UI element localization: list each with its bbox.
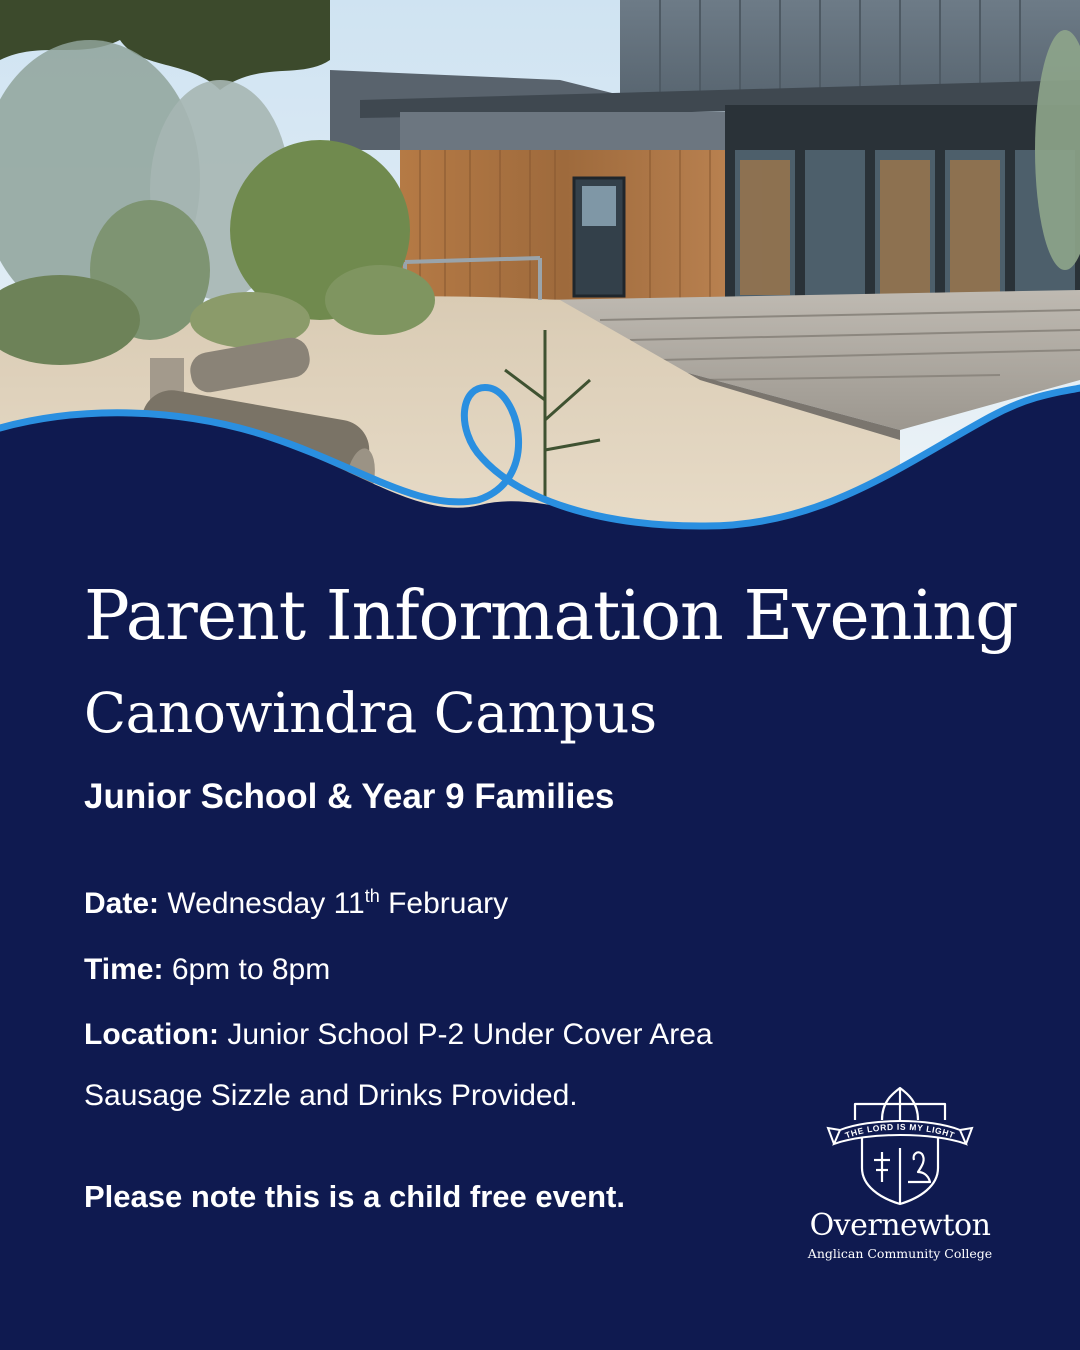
date-ordinal: th xyxy=(364,886,380,906)
school-logo xyxy=(800,1080,1000,1270)
campus-photo xyxy=(0,0,1080,540)
campus-name: Canowindra Campus xyxy=(84,681,657,745)
location-line xyxy=(84,1017,713,1053)
event-title: Parent Information Evening xyxy=(84,577,1018,656)
time-label: Time: xyxy=(84,953,164,986)
child-free-note: Please note this is a child free event. xyxy=(84,1179,625,1214)
motto-text: THE LORD IS MY LIGHT xyxy=(843,1121,957,1141)
date-value: Wednesday 11th February xyxy=(167,886,509,920)
catering-line: Sausage Sizzle and Drinks Provided. xyxy=(84,1079,578,1112)
location-value: Junior School P-2 Under Cover Area xyxy=(227,1018,713,1051)
time-value: 6pm to 8pm xyxy=(171,953,331,986)
location-label: Location: xyxy=(84,1018,219,1051)
time-line xyxy=(84,952,330,988)
date-line xyxy=(84,886,508,922)
audience-line: Junior School & Year 9 Families xyxy=(84,777,615,816)
date-label: Date: xyxy=(84,887,160,920)
school-tagline: Anglican Community College xyxy=(807,1246,993,1261)
school-crest-icon xyxy=(800,1080,1000,1208)
school-name: Overnewton xyxy=(809,1208,991,1243)
